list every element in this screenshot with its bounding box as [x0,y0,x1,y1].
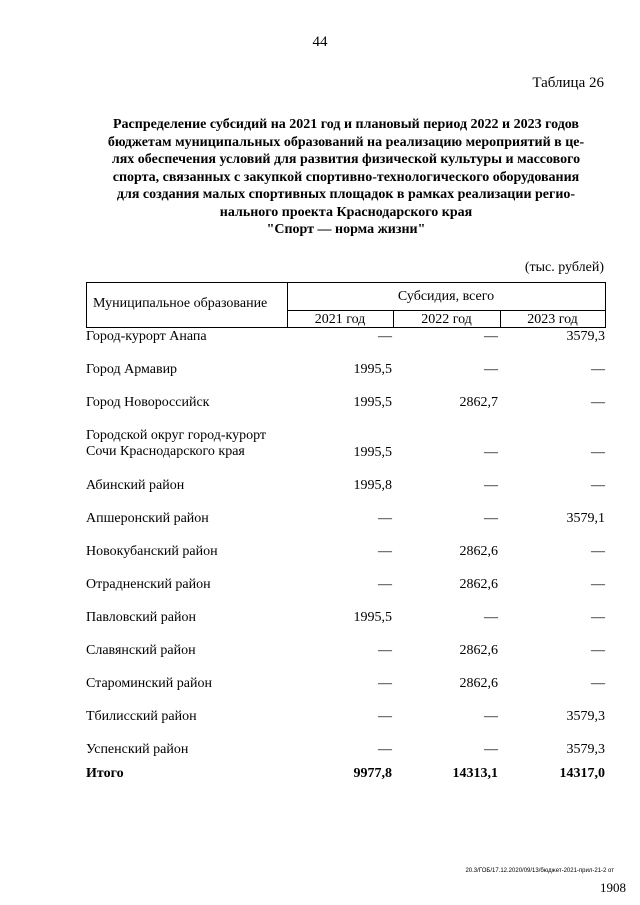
value-2023: 3579,1 [566,511,605,526]
header-year-2023: 2023 год [527,312,578,327]
title-line: бюджетам муниципальных образований на реализацию мероприятий в це- [107,134,585,150]
value-2023: 3579,3 [566,709,605,724]
header-year-2022: 2022 год [421,312,472,327]
table-row [86,395,606,428]
title-line: для создания малых спортивных площадок в рамках реализации регио- [116,187,576,202]
table-body [86,329,606,799]
header-municipality: Муниципальное образование [93,296,268,311]
value-2023: — [591,362,605,377]
page-number: 44 [312,34,328,50]
total-2021: 9977,8 [353,766,392,781]
table-row [86,676,606,709]
value-2021: — [378,742,392,757]
footer-document-code: 20.3/ГОБ/17.12.2020/09/13/бюджет-2021-прил-21-2 от [465,868,614,874]
value-2022: — [484,709,498,724]
table-row [86,742,606,766]
value-2021: — [378,329,392,344]
table-row [86,643,606,676]
title-line: Распределение субсидий на 2021 год и плановый период 2022 и 2023 годов [113,117,579,132]
header-subsidy-total: Субсидия, всего [397,289,495,304]
table-row [86,511,606,544]
value-2021: — [378,709,392,724]
document-title [84,116,608,239]
total-2023: 14317,0 [559,766,605,781]
value-2022: — [484,610,498,625]
value-2023: — [591,643,605,658]
value-2023: — [591,577,605,592]
value-2022: 2862,6 [459,544,498,559]
table-row [86,478,606,511]
title-line: нального проекта Краснодарского края [219,204,473,220]
value-2022: — [484,742,498,757]
value-2021: 1995,5 [353,395,392,410]
units-label: (тыс. рублей) [524,260,604,275]
value-2021: 1995,8 [353,478,392,493]
table-header [86,282,606,328]
total-label: Итого [86,766,124,781]
value-2023: — [591,395,605,410]
value-2023: — [591,445,605,460]
municipality-name: Староминский район [86,676,212,691]
value-2021: 1995,5 [353,610,392,625]
value-2022: 2862,6 [459,643,498,658]
value-2022: — [484,478,498,493]
municipality-name: Новокубанский район [86,544,218,559]
header-year-2021: 2021 год [314,312,366,327]
value-2022: — [484,445,498,460]
value-2021: — [378,544,392,559]
value-2021: — [378,676,392,691]
value-2021: — [378,511,392,526]
value-2022: 2862,6 [459,676,498,691]
value-2022: — [484,511,498,526]
municipality-name: Тбилисский район [86,709,197,724]
header-divider [287,310,605,311]
value-2021: 1995,5 [353,445,392,460]
value-2023: 3579,3 [566,329,605,344]
table-row [86,362,606,395]
table-row [86,577,606,610]
value-2021: — [378,643,392,658]
municipality-name: Абинский район [86,478,185,493]
value-2022: 2862,7 [459,395,498,410]
value-2023: — [591,544,605,559]
total-2022: 14313,1 [452,766,498,781]
municipality-name: Славянский район [86,643,196,658]
value-2022: 2862,6 [459,577,498,592]
value-2023: — [591,676,605,691]
municipality-name: Город Армавир [86,362,178,377]
total-row [86,766,606,799]
value-2023: — [591,478,605,493]
municipality-name: Отрадненский район [86,577,211,592]
municipality-name: Городской округ город-курорт Сочи Краснодарского края [86,428,267,459]
municipality-name: Успенский район [86,742,189,757]
title-line: лях обеспечения условий для развития физической культуры и массового [111,152,581,167]
table-row [86,428,606,478]
value-2022: — [484,362,498,377]
municipality-name: Павловский район [86,610,196,625]
value-2023: — [591,610,605,625]
value-2021: 1995,5 [353,362,392,377]
municipality-name: Город Новороссийск [86,395,210,410]
footer-page-number: 1908 [600,880,626,895]
table-row [86,544,606,577]
table-label: Таблица 26 [532,75,604,91]
value-2021: — [378,577,392,592]
value-2023: 3579,3 [566,742,605,757]
title-line: спорта, связанных с закупкой спортивно-технологического оборудования [112,169,580,185]
table-row [86,709,606,742]
table-row [86,329,606,362]
table-row [86,610,606,643]
value-2022: — [484,329,498,344]
municipality-name: Город-курорт Анапа [86,329,207,344]
municipality-name: Апшеронский район [86,511,209,526]
title-line: "Спорт — норма жизни" [266,222,426,237]
